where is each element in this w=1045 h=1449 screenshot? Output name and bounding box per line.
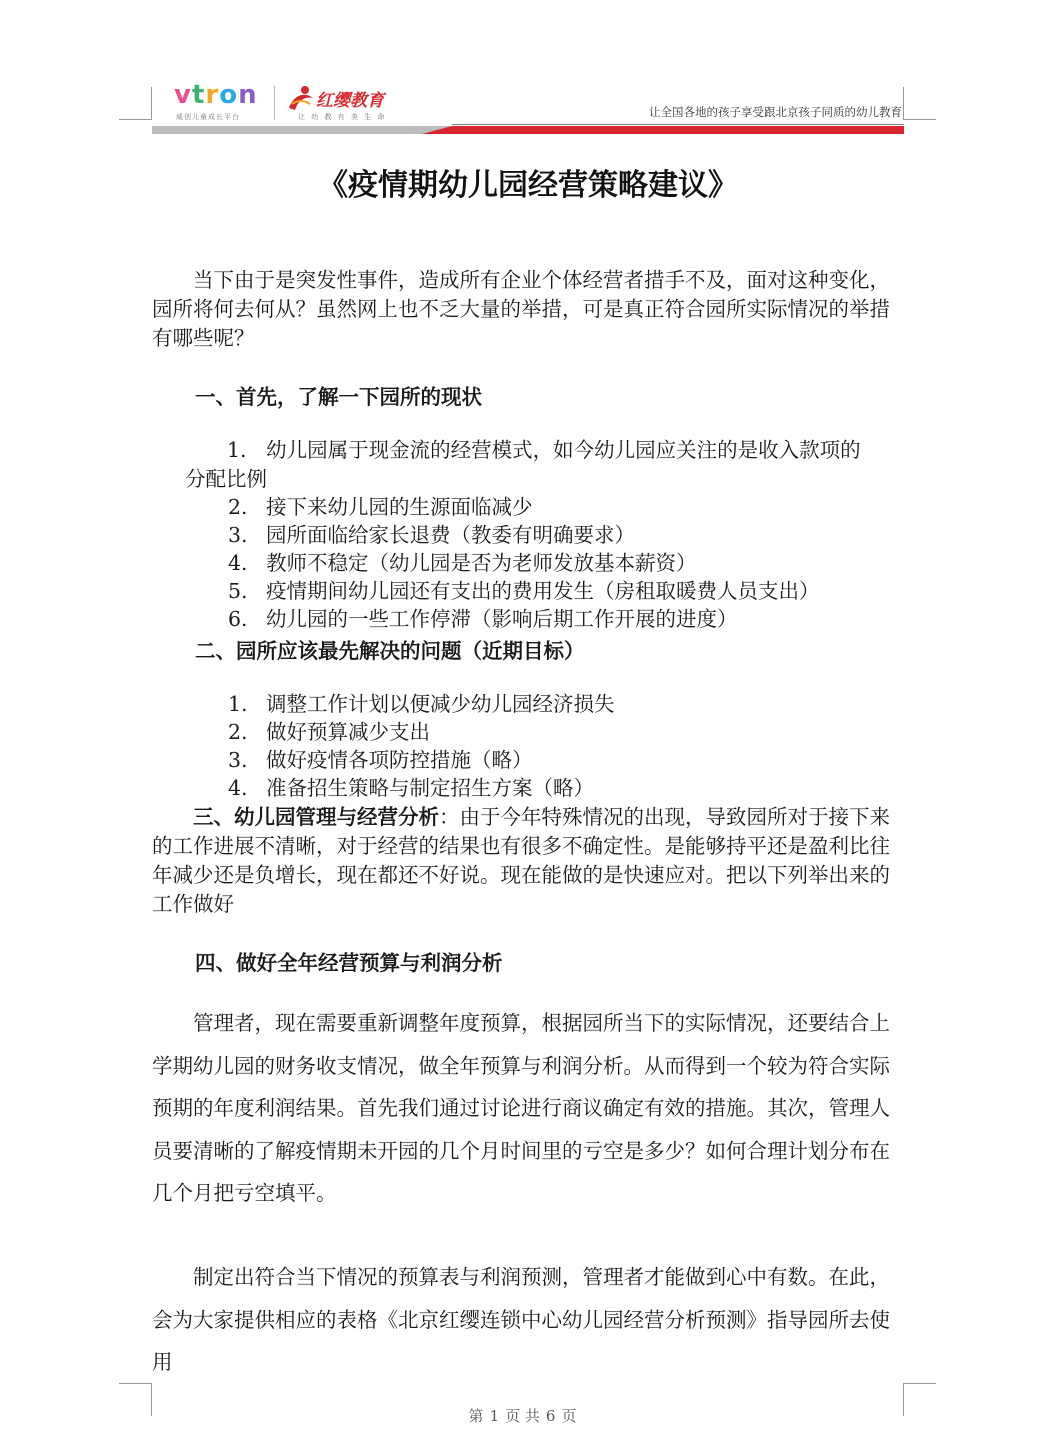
page-number: 1 [489, 1407, 500, 1425]
vtron-tagline: 威创儿童成长平台 [176, 113, 240, 121]
section3-paragraph: 三、幼儿园管理与经营分析：由于今年特殊情况的出现，导致园所对于接下来的工作进展不清晰，对于经营的结果也有很多不确定性。是能够持平还是盈利比往年减少还是负增长，现在都还不好说。现在能做的是快速应对。把以下列举出来的工作做好 [152, 805, 890, 916]
section4-paragraph-2: 制定出符合当下情况的预算表与利润预测，管理者才能做到心中有数。在此，会为大家提供相应的表格《北京红缨连锁中心幼儿园经营分析预测》指导园所去使用 [152, 1265, 890, 1374]
vtron-logo: vtron [174, 80, 258, 110]
crop-mark-top-left [119, 87, 152, 120]
crop-mark-top-right [903, 87, 936, 120]
document-title: 《疫情期幼儿园经营策略建议》 [318, 168, 738, 203]
section1-heading: 一、首先，了解一下园所的现状 [195, 385, 482, 409]
list-item: 1. 幼儿园属于现金流的经营模式，如今幼儿园应关注的是收入款项的 分配比例 [185, 438, 861, 491]
hongying-tagline: 让 幼 教 有 美 生 命 [298, 113, 387, 121]
hongying-name: 红缨教育 [316, 91, 384, 111]
page-footer: 第 1 页 共 6 页 [468, 1407, 577, 1425]
hongying-logo-icon [286, 84, 316, 112]
logo-divider [274, 86, 275, 120]
page-header [152, 74, 904, 136]
header-slogan: 让全国各地的孩子享受跟北京孩子同质的幼儿教育 [649, 105, 902, 119]
page-total: 6 [545, 1407, 556, 1425]
section3-heading: 三、幼儿园管理与经营分析 [193, 805, 439, 829]
section4-paragraph-1: 管理者，现在需要重新调整年度预算，根据园所当下的实际情况，还要结合上学期幼儿园的财务收支情况，做全年预算与利润分析。从而得到一个较为符合实际预期的年度利润结果。首先我们通过讨论进行商议确定有效的措施。其次，管理人员要清晰的了解疫情期未开园的几个月时间里的亏空是多少？如何合理计划分布在几个月把亏空填平。 [152, 1011, 890, 1205]
section2-heading: 二、园所应该最先解决的问题（近期目标） [195, 639, 585, 663]
header-band [152, 126, 904, 134]
intro-paragraph: 当下由于是突发性事件，造成所有企业个体经营者措手不及，面对这种变化，园所将何去何从？虽然网上也不乏大量的举措，可是真正符合园所实际情况的举措有哪些呢？ [152, 268, 890, 350]
section4-heading: 四、做好全年经营预算与利润分析 [195, 951, 503, 975]
